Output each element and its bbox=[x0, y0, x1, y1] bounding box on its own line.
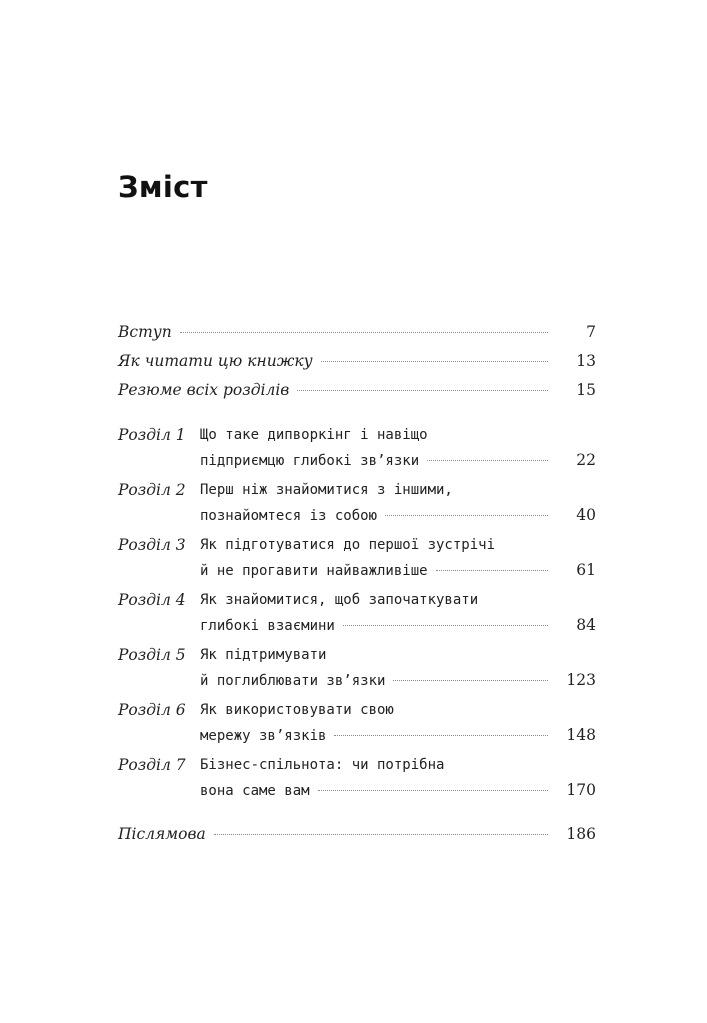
chapter-title-line2: познайомтеся із собою bbox=[200, 508, 378, 524]
toc-chapter-4[interactable] bbox=[118, 588, 596, 639]
toc-page-number: 84 bbox=[576, 616, 596, 634]
page-title: Зміст bbox=[118, 170, 208, 204]
chapter-title-line1: Як знайомитися, щоб започаткувати bbox=[200, 592, 479, 608]
chapter-number: Розділ 6 bbox=[118, 701, 186, 719]
chapter-number: Розділ 3 bbox=[118, 536, 186, 554]
chapter-number: Розділ 7 bbox=[118, 756, 186, 774]
chapter-title-line2: глибокі взаємини bbox=[200, 618, 335, 634]
dot-leader bbox=[385, 515, 548, 516]
toc-chapter-3[interactable] bbox=[118, 533, 596, 584]
chapter-title-line1: Що таке дипворкінг і навіщо bbox=[200, 427, 428, 443]
toc-page-number: 148 bbox=[566, 726, 596, 744]
toc-entry-afterword[interactable] bbox=[118, 820, 596, 849]
toc-entry-label: Резюме всіх розділів bbox=[118, 381, 290, 399]
chapter-title-line1: Перш ніж знайомитися з іншими, bbox=[200, 482, 453, 498]
toc-chapter-2[interactable] bbox=[118, 478, 596, 529]
dot-leader bbox=[297, 390, 548, 391]
toc-page-number: 61 bbox=[576, 561, 596, 579]
chapter-title-line1: Бізнес-спільнота: чи потрібна bbox=[200, 757, 445, 773]
toc-page-number: 40 bbox=[576, 506, 596, 524]
dot-leader bbox=[393, 680, 548, 681]
dot-leader bbox=[180, 332, 548, 333]
chapter-title-line2: й поглиблювати зв’язки bbox=[200, 673, 386, 689]
chapter-title-line2: й не прогавити найважливіше bbox=[200, 563, 428, 579]
chapter-title-line2: вона саме вам bbox=[200, 783, 310, 799]
toc-chapter-7[interactable] bbox=[118, 753, 596, 804]
chapter-title-line1: Як підтримувати bbox=[200, 647, 327, 663]
toc-chapter-1[interactable] bbox=[118, 423, 596, 474]
toc-page-number: 170 bbox=[566, 781, 596, 799]
chapter-title-line2: підприємцю глибокі зв’язки bbox=[200, 453, 420, 469]
dot-leader bbox=[318, 790, 548, 791]
toc-page-number: 13 bbox=[576, 352, 596, 370]
toc-page-number: 186 bbox=[566, 825, 596, 843]
toc-chapter-5[interactable] bbox=[118, 643, 596, 694]
chapter-title-line1: Як використовувати свою bbox=[200, 702, 394, 718]
chapter-number: Розділ 4 bbox=[118, 591, 186, 609]
chapter-number: Розділ 2 bbox=[118, 481, 186, 499]
chapter-title-line2: мережу зв’язків bbox=[200, 728, 327, 744]
toc-page-number: 123 bbox=[566, 671, 596, 689]
toc-entry-intro[interactable] bbox=[118, 318, 596, 347]
toc-page-number: 15 bbox=[576, 381, 596, 399]
dot-leader bbox=[334, 735, 548, 736]
toc-page-number: 22 bbox=[576, 451, 596, 469]
dot-leader bbox=[214, 834, 548, 835]
table-of-contents bbox=[118, 318, 596, 849]
chapter-number: Розділ 5 bbox=[118, 646, 186, 664]
toc-entry-how-to-read[interactable] bbox=[118, 347, 596, 376]
toc-entry-label: Як читати цю книжку bbox=[118, 352, 313, 370]
dot-leader bbox=[427, 460, 548, 461]
toc-entry-label: Післямова bbox=[118, 825, 206, 843]
dot-leader bbox=[321, 361, 548, 362]
toc-page-number: 7 bbox=[586, 323, 596, 341]
chapter-title-line1: Як підготуватися до першої зустрічі bbox=[200, 537, 496, 553]
toc-chapter-6[interactable] bbox=[118, 698, 596, 749]
dot-leader bbox=[436, 570, 548, 571]
chapter-number: Розділ 1 bbox=[118, 426, 186, 444]
toc-entry-label: Вступ bbox=[118, 323, 172, 341]
toc-entry-summary[interactable] bbox=[118, 376, 596, 405]
dot-leader bbox=[343, 625, 548, 626]
